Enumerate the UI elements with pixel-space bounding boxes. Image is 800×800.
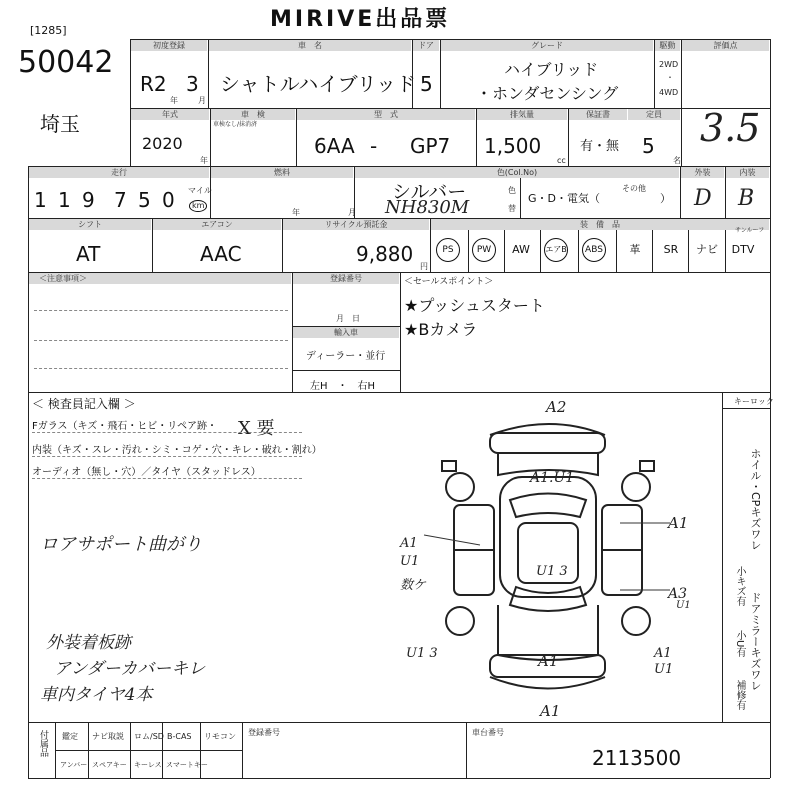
color-name: シルバー	[392, 181, 467, 203]
car-name: シャトルハイブリッド	[220, 72, 416, 96]
equipment-ps: PS	[436, 238, 460, 262]
color-close: ）	[660, 192, 671, 205]
side-legend-mirror: ドアミラーキズワレ	[749, 592, 762, 691]
mark-right-mid-sub: U1	[676, 600, 691, 611]
inspector-glass: Fガラス（キズ・飛石・ヒビ・リペア跡・	[32, 421, 218, 432]
hdr-notes: ＜注意事項＞	[29, 273, 291, 284]
drive-4wd: 4WD	[659, 88, 679, 97]
inspector-title: ＜ 検査員記入欄 ＞	[32, 397, 136, 411]
year: 2020	[142, 134, 183, 153]
grade-line2: ・ホンダセンシング	[476, 84, 619, 103]
score: 3.5	[700, 106, 761, 150]
equipment-dtv: DTV	[731, 243, 755, 256]
footer-keyless: キーレス	[134, 761, 162, 769]
mark-right-top: A1	[668, 514, 689, 532]
mark-left-3: 数ケ	[400, 578, 427, 593]
mark-right-mid: A3	[668, 586, 688, 602]
year-unit: 年	[200, 156, 208, 165]
footer-navi-manual: ナビ取説	[92, 732, 124, 741]
hdr-mileage: 走行	[29, 167, 209, 178]
footer-side-label: 付属品	[38, 730, 48, 757]
hand-note-4: 車内タイヤ4本	[40, 685, 153, 705]
import-dealer: ディーラー・並行	[306, 351, 386, 362]
footer-amber: アンバー	[60, 761, 88, 769]
displacement-unit: cc	[557, 156, 566, 165]
import-date-label: 月 日	[336, 314, 360, 323]
hdr-car-name: 車 名	[209, 40, 411, 51]
hdr-displacement: 排気量	[477, 109, 567, 120]
recycle: 9,880	[356, 242, 414, 266]
mark-bottom: A1	[540, 702, 561, 720]
hdr-doors: ドア	[413, 40, 439, 51]
hdr-car-inspection: 車 検	[211, 109, 295, 120]
sales-point-1: ★プッシュスタート	[404, 296, 545, 315]
footer-smart-key: スマートキー	[166, 761, 208, 769]
fuel-month-unit: 月	[348, 208, 356, 217]
footer-bcas: B-CAS	[167, 732, 192, 741]
side-legend-wheel: ホイル・CPキズワレ	[749, 448, 762, 551]
drive-2wd: 2WD	[659, 60, 679, 69]
hdr-exterior: 外装	[681, 167, 724, 178]
equipment-abs: ABS	[582, 238, 606, 262]
warranty: 有・無	[580, 139, 620, 154]
key-lock-label: キーロック	[734, 397, 774, 406]
color-options: G・D・電気（	[528, 192, 600, 205]
displacement: 1,500	[484, 134, 542, 158]
mileage-unit-km: km	[189, 200, 207, 212]
hdr-sales-point: ＜セールスポイント＞	[404, 277, 494, 287]
hdr-drive: 駆動	[655, 40, 680, 51]
mileage-digit: 9	[82, 188, 95, 212]
equipment-sr: SR	[663, 243, 679, 256]
equipment-aw: AW	[512, 243, 530, 256]
side-legend-repair: 補修有	[734, 680, 745, 710]
lot-label: [1285]	[30, 24, 67, 37]
first-reg-era: R2	[140, 72, 167, 96]
lot-number: 50042	[18, 45, 114, 80]
side-legend-mirror-minor: 小U有	[734, 630, 745, 658]
hdr-year: 年式	[131, 109, 209, 120]
mileage-digit: 1	[34, 188, 47, 212]
hdr-fuel: 燃料	[211, 167, 353, 178]
hdr-aircon: エアコン	[153, 219, 281, 230]
mark-front: A2	[546, 398, 567, 416]
first-reg-year-unit: 年	[170, 96, 178, 105]
inspector-interior: 内装（キズ・スレ・汚れ・シミ・コゲ・穴・キレ・破れ・割れ）	[32, 445, 322, 456]
footer-chassis-label: 車台番号	[472, 728, 504, 737]
shift: AT	[76, 242, 101, 266]
hdr-first-reg: 初度登録	[131, 40, 207, 51]
recycle-unit: 円	[420, 262, 428, 271]
mark-rear-right-2: U1	[654, 662, 674, 677]
mark-left-bottom: U1 3	[406, 646, 438, 661]
capacity: 5	[642, 134, 655, 158]
equipment-leather: 革	[629, 243, 641, 256]
hdr-reg-number: 登録番号	[293, 273, 399, 284]
hdr-equipment: 装 備 品	[431, 219, 769, 230]
capacity-unit: 名	[673, 156, 681, 165]
side-legend-wheel-minor: 小キズ有	[734, 566, 745, 606]
mileage-digit: 7	[114, 188, 127, 212]
model-prefix: 6AA	[314, 134, 355, 158]
car-diagram	[420, 405, 720, 720]
sales-point-2: ★Bカメラ	[404, 320, 478, 339]
first-reg-month-unit: 月	[198, 96, 206, 105]
footer-appraisal: 鑑定	[62, 732, 78, 741]
mark-left-2: U1	[400, 554, 420, 569]
glass-mark: X 要	[238, 418, 275, 439]
equipment-row	[432, 230, 770, 270]
import-handle: 左H ・ 右H	[310, 381, 376, 392]
aircon: AAC	[200, 242, 242, 266]
doors: 5	[420, 72, 433, 96]
color-type-label: 替	[508, 204, 516, 213]
hand-note-3: アンダーカバーキレ	[54, 659, 206, 679]
drive-dot: ・	[666, 73, 674, 82]
mark-roof: U1 3	[536, 564, 568, 579]
grade-line1: ハイブリッド	[504, 60, 599, 79]
inspector-audio: オーディオ（無し・穴）／タイヤ（スタッドレス）	[32, 467, 261, 478]
hand-note-2: 外装着板跡	[46, 633, 131, 653]
footer-rom-sd: ロム/SD	[134, 732, 164, 741]
footer-remote: リモコン	[204, 732, 236, 741]
color-code: NH830M	[385, 197, 470, 218]
equipment-navi: ナビ	[696, 243, 718, 256]
hdr-grade: グレード	[441, 40, 653, 51]
footer-reg-number-label: 登録番号	[248, 728, 280, 737]
prefecture: 埼玉	[40, 112, 80, 136]
hdr-score: 評価点	[682, 40, 769, 51]
hand-note-1: ロアサポート曲がり	[40, 534, 202, 555]
exterior-grade: D	[694, 186, 712, 211]
form-title: MIRIVE出品票	[270, 7, 451, 32]
hdr-import: 輸入車	[293, 327, 399, 338]
hdr-capacity: 定員	[628, 109, 680, 120]
mileage-unit-mile: マイル	[188, 186, 212, 195]
mark-rear: A1	[538, 652, 559, 670]
hdr-recycle: リサイクル預託金	[283, 219, 429, 230]
color-other: その他	[622, 184, 646, 193]
model-dash: -	[370, 134, 378, 158]
equipment-extra: サンルーフ	[735, 227, 765, 234]
car-inspection-note: 車検なし/抹消済	[213, 121, 258, 128]
mileage-digit: 1	[58, 188, 71, 212]
color-label: 色	[508, 186, 516, 195]
mark-rear-right-1: A1	[654, 646, 672, 661]
equipment-pw: PW	[472, 238, 496, 262]
fuel-year-unit: 年	[292, 208, 300, 217]
hdr-shift: シフト	[29, 219, 151, 230]
model-code: GP7	[410, 134, 451, 158]
mileage	[32, 186, 182, 214]
first-reg-month: 3	[186, 72, 199, 96]
equipment-airbag: エアB	[544, 238, 568, 262]
footer-spare-key: スペアキー	[92, 761, 127, 769]
mileage-digit: 0	[162, 188, 175, 212]
hdr-color: 色(Col.No)	[355, 167, 679, 178]
interior-grade: B	[738, 186, 755, 211]
mark-left-1: A1	[400, 536, 418, 551]
hdr-warranty: 保証書	[569, 109, 627, 120]
mileage-digit: 5	[138, 188, 151, 212]
mark-hood: A1.U1	[530, 470, 575, 486]
hdr-model: 型 式	[297, 109, 475, 120]
hdr-interior: 内装	[726, 167, 769, 178]
chassis-number: 2113500	[592, 746, 682, 770]
